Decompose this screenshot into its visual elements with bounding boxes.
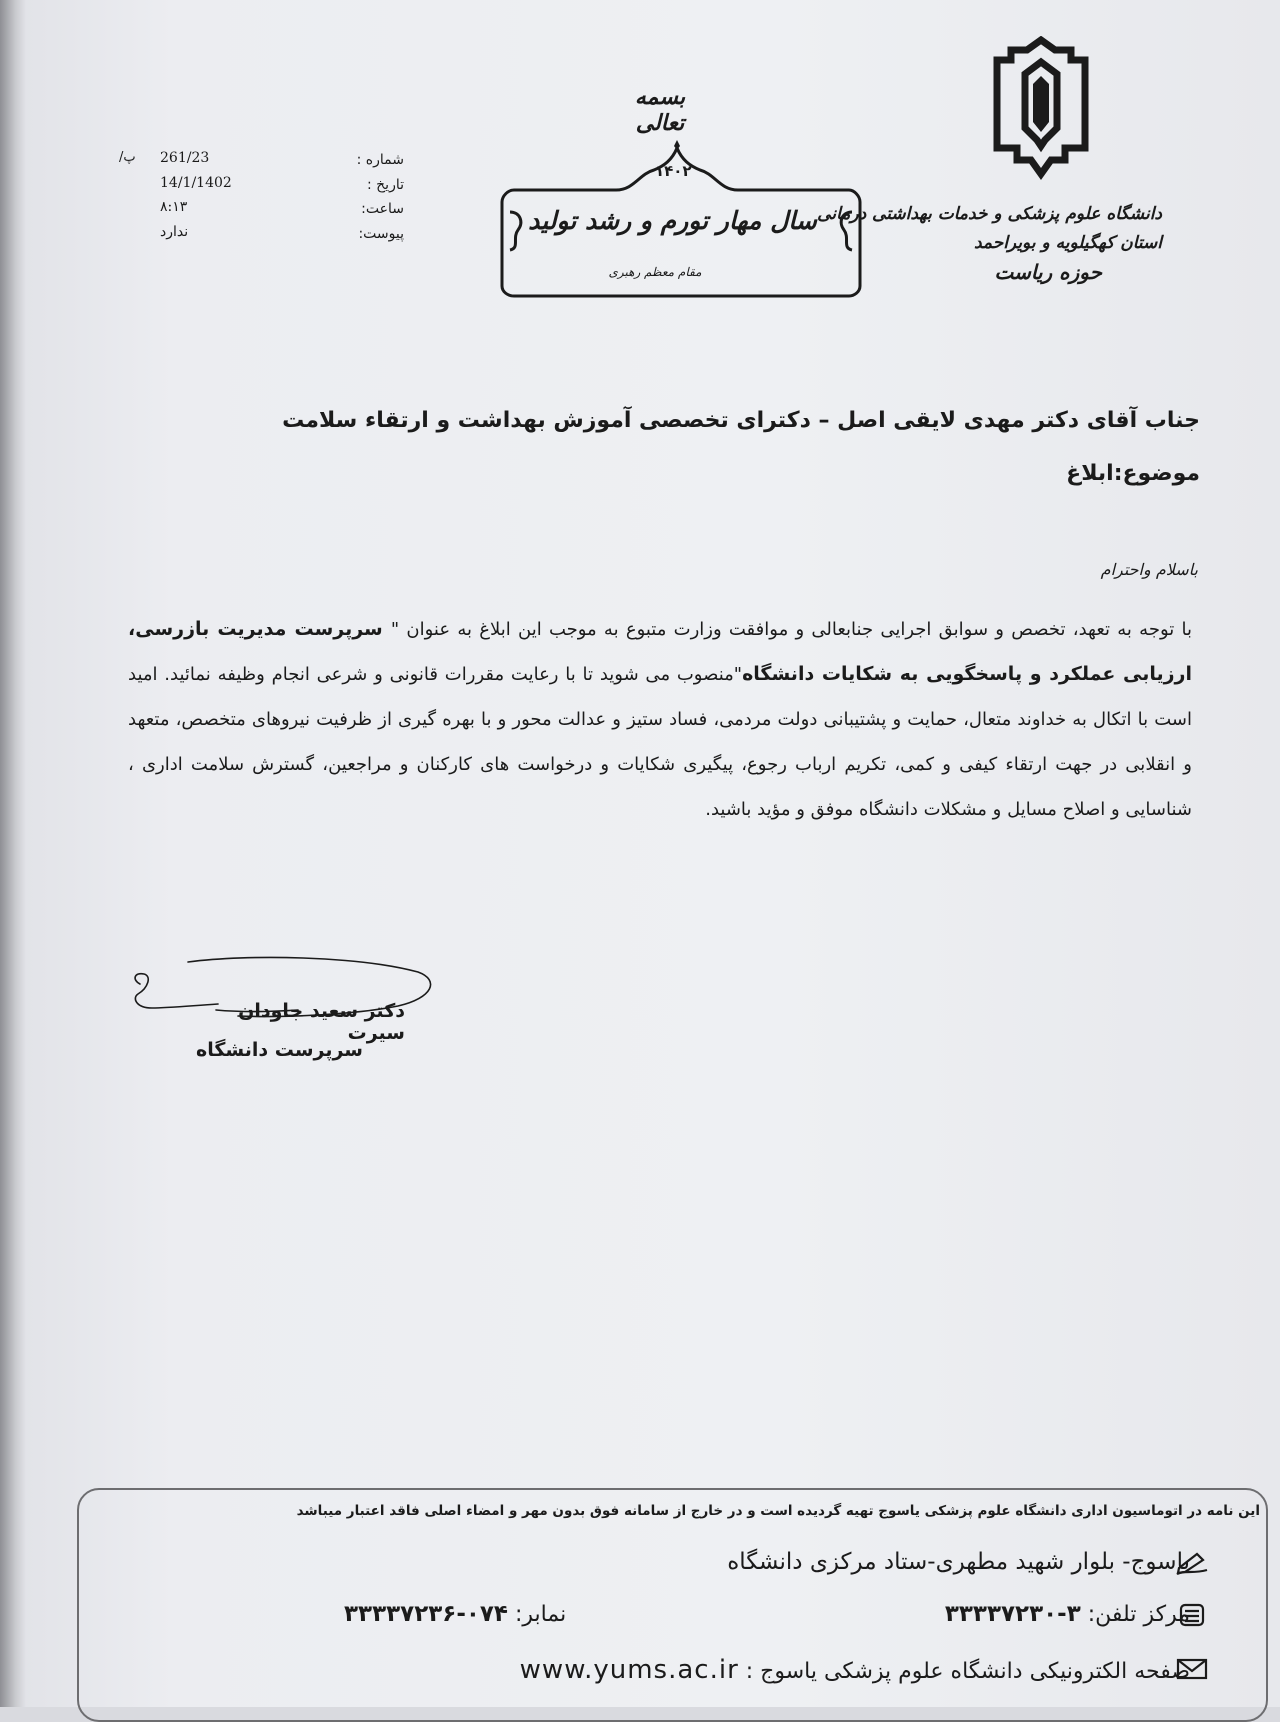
letter-date: 14/1/1402 [160, 174, 232, 191]
slogan-attribution: مقام معظم رهبری [608, 265, 702, 279]
department-name: حوزه ریاست [994, 260, 1102, 284]
phone-number: ۳-۳۳۳۳۷۲۳۰ [944, 1601, 1081, 1627]
website-label: صفحه الکترونیکی دانشگاه علوم پزشکی یاسوج : [745, 1659, 1190, 1684]
year-slogan: سال مهار تورم و رشد تولید [528, 206, 817, 235]
phone-label: مرکز تلفن: [1087, 1602, 1190, 1627]
signatory-title: سرپرست دانشگاه [195, 1039, 363, 1061]
letter-time: ۸:۱۳ [160, 199, 188, 215]
fax-number: ۰۷۴-۳۳۳۳۷۲۳۶ [344, 1601, 508, 1627]
letter-body [128, 607, 1192, 832]
number-label: شماره : [356, 152, 404, 168]
letter-subject: موضوع:ابلاغ [1066, 461, 1200, 486]
bismillah-heading: بسمه تعالی [634, 84, 686, 136]
footer-fax [344, 1601, 566, 1627]
letter-number: 261/23 [160, 150, 210, 166]
attachment-value: ندارد [160, 223, 189, 240]
body-appointed-position: سرپرست مدیریت بازرسی، ارزیابی عملکرد و پاسخگویی به شکایات دانشگاه [128, 618, 1193, 685]
footer-address: یاسوج- بلوار شهید مطهری-ستاد مرکزی دانشگاه [727, 1549, 1190, 1575]
meta-labels [330, 148, 404, 246]
body-part-2: "منصوب می شوید تا با رعایت مقررات قانونی و شرعی انجام وظیفه نمائید. امید است با اتکال به خداوند متعال، حمایت و پشتیبانی دولت مردمی، فساد ستیز و عدالت محور و با بهره گیری از ظرفیت نیروهای متخصص، متعهد و انقلابی در جهت ارتقاء کیفی و کمی، تکریم ارباب رجوع، پیگیری شکایات و درخواست های کارکنان و مراجعین، گسترش سلامت اداری ، شناسایی و اصلاح مسایل و مشکلات دانشگاه موفق و مؤید باشید. [128, 664, 1192, 820]
number-tag: /پ [119, 150, 136, 165]
signatory-name: دکتر سعید جاودان سیرت [238, 1000, 405, 1044]
university-name-line1: دانشگاه علوم پزشکی و خدمات بهداشتی درمانی [817, 204, 1162, 224]
footer-phone [945, 1601, 1190, 1627]
university-logo-icon [993, 36, 1089, 181]
fax-label: نمابر: [514, 1602, 567, 1627]
attachment-label: پیوست: [358, 225, 404, 242]
letter-greeting: باسلام واحترام [1100, 560, 1198, 579]
letter-addressee: جناب آقای دکتر مهدی لایقی اصل – دکترای تخصصی آموزش بهداشت و ارتقاء سلامت [282, 408, 1200, 433]
scan-edge-shadow [0, 0, 26, 1707]
meta-values [160, 146, 280, 244]
footer-website [520, 1655, 1190, 1685]
university-name-block [817, 200, 1162, 287]
footer-disclaimer: این نامه در اتوماسیون اداری دانشگاه علوم پزشکی یاسوج تهیه گردیده است و در خارج از سامانه فوق بدون مهر و امضاء اصلی فاقد اعتبار میباشد [296, 1503, 1260, 1519]
university-name-line2: استان کهگیلویه و بویراحمد [973, 233, 1162, 253]
banner-year: ۱۴۰۲ [655, 162, 692, 180]
website-url[interactable]: www.yums.ac.ir [519, 1655, 739, 1685]
date-label: تاریخ : [366, 176, 404, 193]
time-label: ساعت: [361, 201, 404, 217]
body-part-1: با توجه به تعهد، تخصص و سوابق اجرایی جنابعالی و موافقت وزارت متبوع به موجب این ابلاغ به عنوان " [390, 619, 1192, 640]
